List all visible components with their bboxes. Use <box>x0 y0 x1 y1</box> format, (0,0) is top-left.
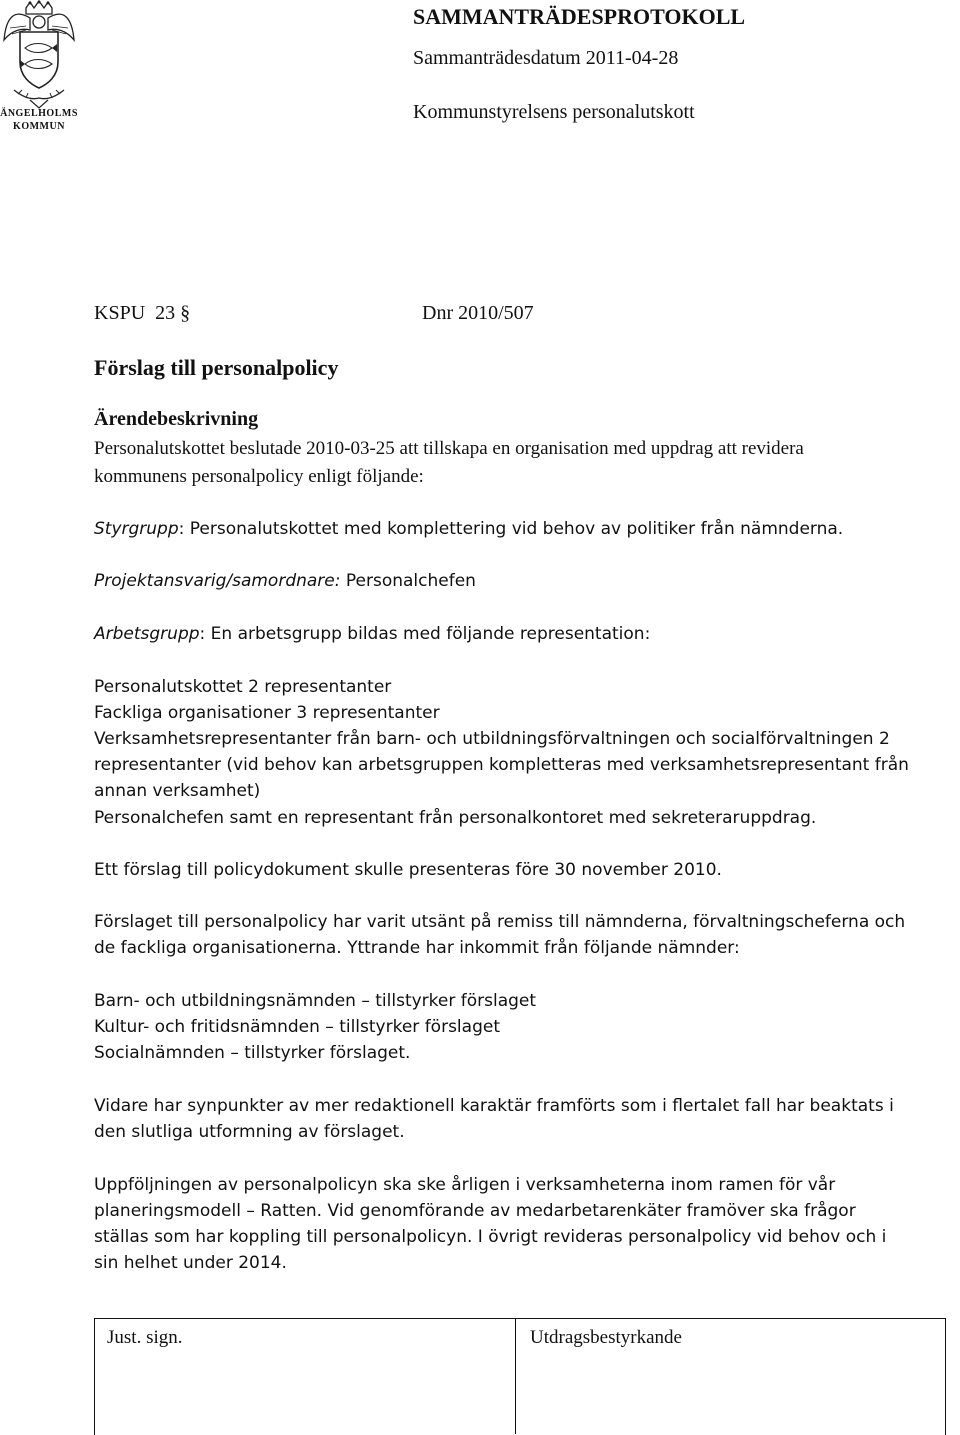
projekt-line <box>94 571 476 591</box>
municipal-logo <box>0 0 78 134</box>
section-heading: Ärendebeskrivning <box>94 408 259 430</box>
styrgrupp-line <box>94 519 843 539</box>
arbetsgrupp-text: : En arbetsgrupp bildas med följande representation: <box>199 624 651 644</box>
section-sign-icon: § <box>180 302 191 324</box>
representation-line: Verksamhetsrepresentanter från barn- och utbildningsförvaltningen och socialförvaltningen 2 <box>94 729 890 749</box>
case-number-text: KSPU 23 <box>94 302 176 324</box>
remiss-line-2: de fackliga organisationerna. Yttrande har inkommit från följande nämnder: <box>94 938 740 958</box>
logo-line1: ÄNGELHOLMS <box>0 108 78 119</box>
representation-line: annan verksamhet) <box>94 781 261 801</box>
committee-response: Barn- och utbildningsnämnden – tillstyrker förslaget <box>94 991 537 1011</box>
followup-line-1: Uppföljningen av personalpolicyn ska ske årligen i verksamheterna inom ramen för vår <box>94 1175 836 1195</box>
arbetsgrupp-line <box>94 624 650 644</box>
meeting-date: Sammanträdesdatum 2011-04-28 <box>413 47 679 69</box>
proposal-deadline: Ett förslag till policydokument skulle presenteras före 30 november 2010. <box>94 860 722 880</box>
vidare-line-1: Vidare har synpunkter av mer redaktionell karaktär framförts som i flertalet fall har beaktats i <box>94 1096 894 1116</box>
page-heading: Förslag till personalpolicy <box>94 355 339 380</box>
intro-line-2: kommunens personalpolicy enligt följande: <box>94 466 424 487</box>
intro-line-1: Personalutskottet beslutade 2010-03-25 att tillskapa en organisation med uppdrag att revidera <box>94 438 804 459</box>
projekt-text: Personalchefen <box>340 571 476 591</box>
justering-label: Just. sign. <box>107 1327 183 1348</box>
styrgrupp-text: : Personalutskottet med komplettering vid behov av politiker från nämnderna. <box>178 519 844 539</box>
projekt-label: Projektansvarig/samordnare: <box>94 571 341 591</box>
remiss-line-1: Förslaget till personalpolicy har varit utsänt på remiss till nämnderna, förvaltningscheferna och <box>94 912 906 932</box>
representation-line: Personalutskottet 2 representanter <box>94 677 392 697</box>
utdrag-label: Utdragsbestyrkande <box>530 1327 682 1348</box>
followup-line-3: ställas som har koppling till personalpolicyn. I övrigt revideras personalpolicy vid behov och i <box>94 1227 887 1247</box>
arbetsgrupp-label: Arbetsgrupp <box>94 624 200 644</box>
municipal-crest-icon <box>0 0 78 112</box>
styrgrupp-label: Styrgrupp <box>94 519 179 539</box>
committee-name: Kommunstyrelsens personalutskott <box>413 101 695 123</box>
document-title: SAMMANTRÄDESPROTOKOLL <box>413 4 746 29</box>
logo-line2: KOMMUN <box>13 121 65 132</box>
representation-line: Personalchefen samt en representant från personalkontoret med sekreteraruppdrag. <box>94 808 817 828</box>
representation-line: representanter (vid behov kan arbetsgruppen kompletteras med verksamhetsrepresentant från <box>94 755 909 775</box>
committee-response: Kultur- och fritidsnämnden – tillstyrker förslaget <box>94 1017 500 1037</box>
diary-number: Dnr 2010/507 <box>422 302 534 324</box>
followup-line-2: planeringsmodell – Ratten. Vid genomförande av medarbetarenkäter framöver ska frågor <box>94 1201 856 1221</box>
committee-response: Socialnämnden – tillstyrker förslaget. <box>94 1043 411 1063</box>
followup-line-4: sin helhet under 2014. <box>94 1253 287 1273</box>
signature-divider <box>515 1318 516 1434</box>
representation-line: Fackliga organisationer 3 representanter <box>94 703 440 723</box>
signature-box <box>94 1318 946 1435</box>
vidare-line-2: den slutliga utformning av förslaget. <box>94 1122 405 1142</box>
case-number <box>94 302 190 325</box>
